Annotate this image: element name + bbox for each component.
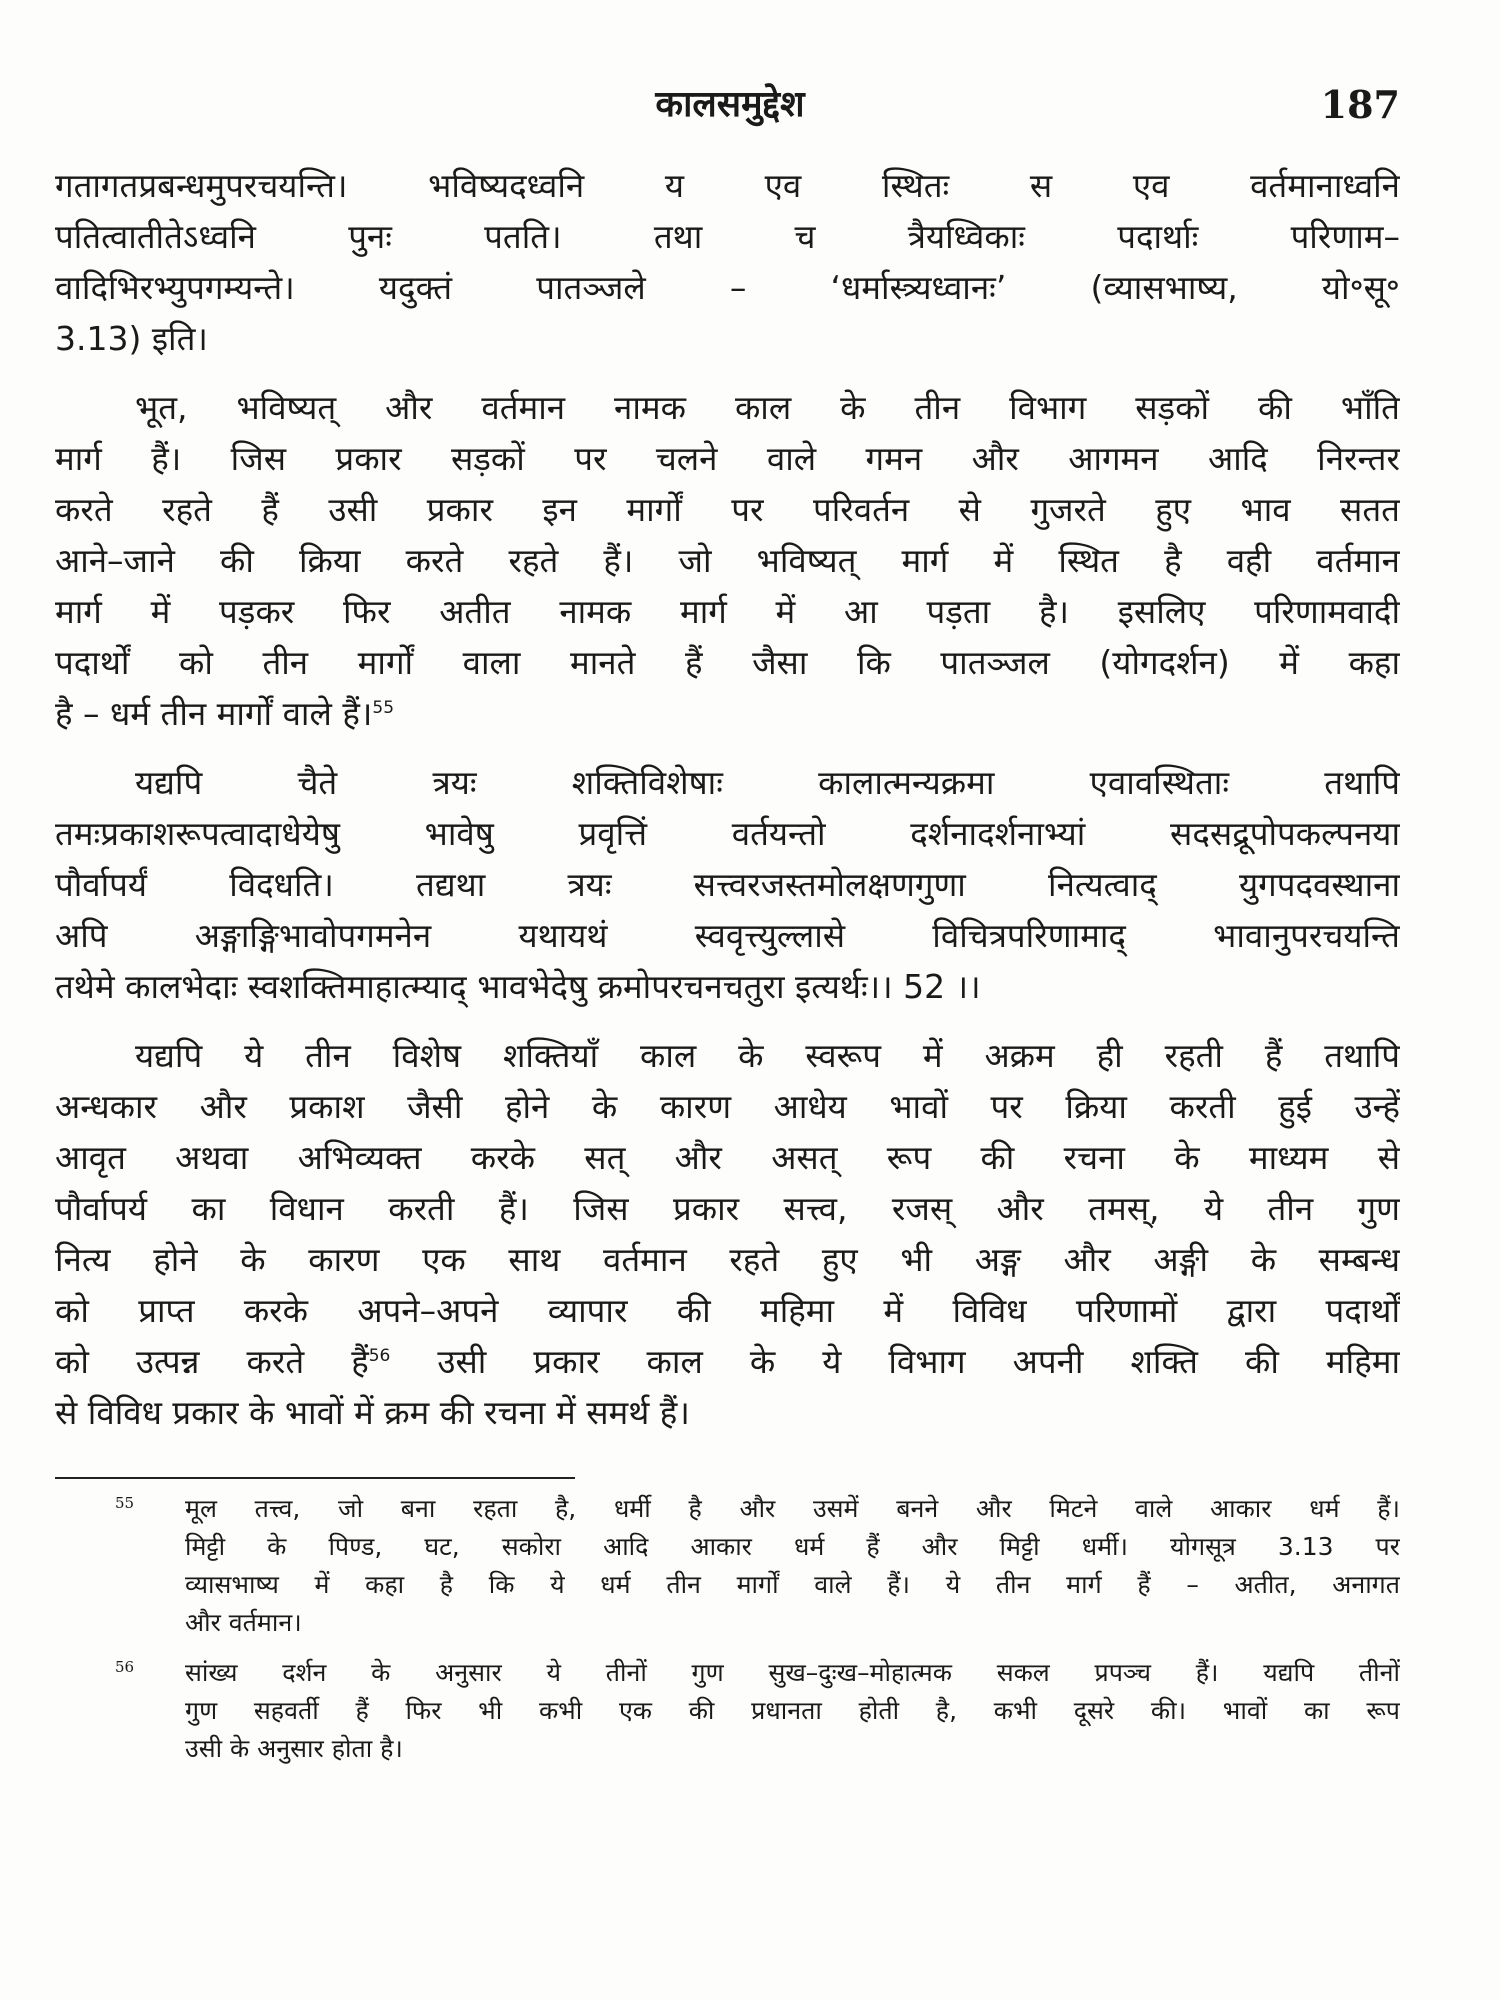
footnote-56	[55, 1654, 1400, 1768]
text-line: को प्राप्त करके अपने–अपने व्यापार की महिमा में विविध परिणामों द्वारा पदार्थों	[55, 1291, 1400, 1330]
text-line: नित्य होने के कारण एक साथ वर्तमान रहते हुए भी अङ्ग और अङ्गी के सम्बन्ध	[55, 1240, 1400, 1279]
text-line: यद्यपि चैते त्रयः शक्तिविशेषाः कालात्मन्यक्रमा एवावस्थिताः तथापि	[135, 763, 1400, 802]
footnote-separator	[55, 1477, 575, 1479]
footnotes	[55, 1490, 1400, 1780]
footnote-line: गुण सहवर्ती हैं फिर भी कभी एक की प्रधानता होती है, कभी दूसरे की। भावों का रूप	[185, 1696, 1400, 1725]
footnote-line: और वर्तमान।	[185, 1608, 302, 1637]
footnote-reference-inline[interactable]: 56	[368, 1346, 391, 1366]
text-line-with-footnote	[55, 688, 1400, 739]
text-line: अन्धकार और प्रकाश जैसी होने के कारण आधेय भावों पर क्रिया करती हुई उन्हें	[55, 1087, 1400, 1126]
footnote-line: मिट्टी के पिण्ड, घट, सकोरा आदि आकार धर्म हैं और मिट्टी धर्मी। योगसूत्र 3.13 पर	[185, 1532, 1400, 1561]
footnote-number: 56	[115, 1658, 135, 1676]
text-line: पौर्वापर्यं विदधति। तद्यथा त्रयः सत्त्वरजस्तमोलक्षणगुणा नित्यत्वाद् युगपदवस्थाना	[55, 865, 1400, 904]
text-line: अपि अङ्गाङ्गिभावोपगमनेन यथायथं स्ववृत्त्युल्लासे विचित्रपरिणामाद् भावानुपरचयन्ति	[55, 916, 1400, 955]
chapter-title: कालसमुद्देश	[655, 84, 805, 125]
page-number: 187	[1320, 82, 1400, 127]
footnote-line: मूल तत्त्व, जो बना रहता है, धर्मी है और उसमें बनने और मिटने वाले आकार धर्म हैं।	[185, 1494, 1400, 1523]
paragraph-sanskrit-2	[55, 757, 1400, 1012]
text-line-with-footnote	[55, 1336, 1400, 1387]
text-line: पौर्वापर्य का विधान करती हैं। जिस प्रकार सत्त्व, रजस् और तमस्, ये तीन गुण	[55, 1189, 1400, 1228]
paragraph-sanskrit-1	[55, 160, 1400, 364]
text-line: 3.13) इति।	[55, 319, 208, 358]
text-line: गतागतप्रबन्धमुपरचयन्ति। भविष्यदध्वनि य एव स्थितः स एव वर्तमानाध्वनि	[55, 166, 1400, 205]
footnote-number: 55	[115, 1494, 135, 1512]
text-line: मार्ग हैं। जिस प्रकार सड़कों पर चलने वाले गमन और आगमन आदि निरन्तर	[55, 439, 1400, 478]
footnote-line: उसी के अनुसार होता है।	[185, 1734, 403, 1763]
text-line: तमःप्रकाशरूपत्वादाधेयेषु भावेषु प्रवृत्तिं वर्तयन्तो दर्शनादर्शनाभ्यां सदसद्रूपोपकल्पनया	[55, 814, 1400, 853]
text-line: आने–जाने की क्रिया करते रहते हैं। जो भविष्यत् मार्ग में स्थित है वही वर्तमान	[55, 541, 1400, 580]
footnote-55	[55, 1490, 1400, 1642]
text-line: मार्ग में पड़कर फिर अतीत नामक मार्ग में आ पड़ता है। इसलिए परिणामवादी	[55, 592, 1400, 631]
footnote-line: सांख्य दर्शन के अनुसार ये तीनों गुण सुख–दुःख–मोहात्मक सकल प्रपञ्च हैं। यद्यपि तीनों	[185, 1658, 1400, 1687]
footnote-line: व्यासभाष्य में कहा है कि ये धर्म तीन मार्गों वाले हैं। ये तीन मार्ग हैं – अतीत, अनागत	[185, 1570, 1400, 1599]
text-line-content	[55, 1342, 1400, 1381]
text-line: यद्यपि ये तीन विशेष शक्तियाँ काल के स्वरूप में अक्रम ही रहती हैं तथापि	[135, 1036, 1400, 1075]
text-line: से विविध प्रकार के भावों में क्रम की रचना में समर्थ हैं।	[55, 1393, 690, 1432]
text-line: तथेमे कालभेदाः स्वशक्तिमाहात्म्याद् भावभेदेषु क्रमोपरचनचतुरा इत्यर्थः।। 52 ।।	[55, 967, 981, 1006]
footnote-reference[interactable]: 55	[372, 698, 395, 718]
text-line: आवृत अथवा अभिव्यक्त करके सत् और असत् रूप की रचना के माध्यम से	[55, 1138, 1400, 1177]
running-header	[60, 80, 1400, 130]
main-text	[55, 160, 1400, 1456]
text-line: पदार्थों को तीन मार्गों वाला मानते हैं जैसा कि पातञ्जल (योगदर्शन) में कहा	[55, 643, 1400, 682]
text-line: करते रहते हैं उसी प्रकार इन मार्गों पर परिवर्तन से गुजरते हुए भाव सतत	[55, 490, 1400, 529]
text-line: वादिभिरभ्युपगम्यन्ते। यदुक्तं पातञ्जले – ‘धर्मास्त्र्यध्वानः’ (व्यासभाष्य, यो॰सू॰	[55, 268, 1400, 307]
paragraph-hindi-2	[55, 1030, 1400, 1438]
paragraph-hindi-1	[55, 382, 1400, 739]
text-line-segment: उसी प्रकार काल के ये विभाग अपनी शक्ति की महिमा	[390, 1342, 1400, 1381]
text-line: पतित्वातीतेऽध्वनि पुनः पतति। तथा च त्रैयध्विकाः पदार्थाः परिणाम–	[55, 217, 1400, 256]
text-line-segment: को उत्पन्न करते हैं	[55, 1342, 369, 1381]
text-line: भूत, भविष्यत् और वर्तमान नामक काल के तीन विभाग सड़कों की भाँति	[135, 388, 1400, 427]
text-line-content: है – धर्म तीन मार्गों वाले हैं।	[55, 694, 373, 733]
